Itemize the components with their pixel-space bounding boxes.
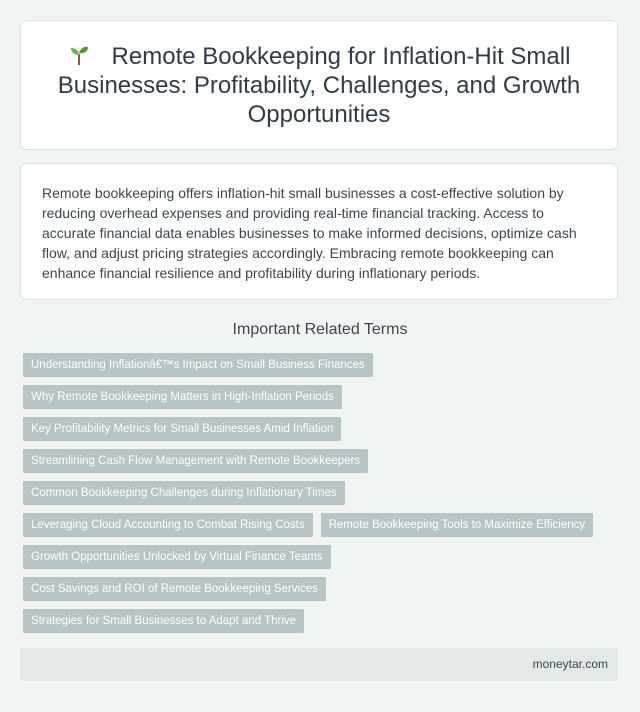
related-term-tag[interactable]: Key Profitability Metrics for Small Businesses Amid Inflation	[23, 417, 341, 441]
related-term-tag[interactable]: Why Remote Bookkeeping Matters in High-Inflation Periods	[23, 385, 342, 409]
related-term-tag[interactable]: Cost Savings and ROI of Remote Bookkeeping Services	[23, 577, 326, 601]
related-terms-heading: Important Related Terms	[232, 321, 408, 338]
page-title	[41, 42, 597, 129]
related-terms-list	[23, 353, 623, 641]
footer-site-link[interactable]: moneytar.com	[532, 657, 608, 671]
related-term-tag[interactable]: Remote Bookkeeping Tools to Maximize Efficiency	[321, 513, 594, 537]
related-term-tag[interactable]: Streamlining Cash Flow Management with Remote Bookkeepers	[23, 449, 368, 473]
footer	[20, 648, 618, 681]
related-term-tag[interactable]: Leveraging Cloud Accounting to Combat Rising Costs	[23, 513, 313, 537]
related-term-tag[interactable]: Common Bookkeeping Challenges during Inflationary Times	[23, 481, 345, 505]
summary-text: Remote bookkeeping offers inflation-hit small businesses a cost-effective solution by reducing overhead expenses and providing real-time financial tracking. Access to accurate financial data enables businesses to make informed decisions, optimize cash flow, and adjust pricing strategies accordingly. Embracing remote bookkeeping can enhance financial resilience and profitability during inflationary periods.	[42, 185, 577, 281]
related-term-tag[interactable]: Understanding Inflationâ€™s Impact on Small Business Finances	[23, 353, 373, 377]
summary-card	[20, 163, 618, 300]
page-title-text: Remote Bookkeeping for Inflation-Hit Small Businesses: Profitability, Challenges, and Growth Opportunities	[57, 42, 581, 128]
title-card	[20, 20, 618, 150]
sprout-icon	[68, 44, 90, 66]
related-term-tag[interactable]: Strategies for Small Businesses to Adapt and Thrive	[23, 609, 304, 633]
related-term-tag[interactable]: Growth Opportunities Unlocked by Virtual Finance Teams	[23, 545, 331, 569]
